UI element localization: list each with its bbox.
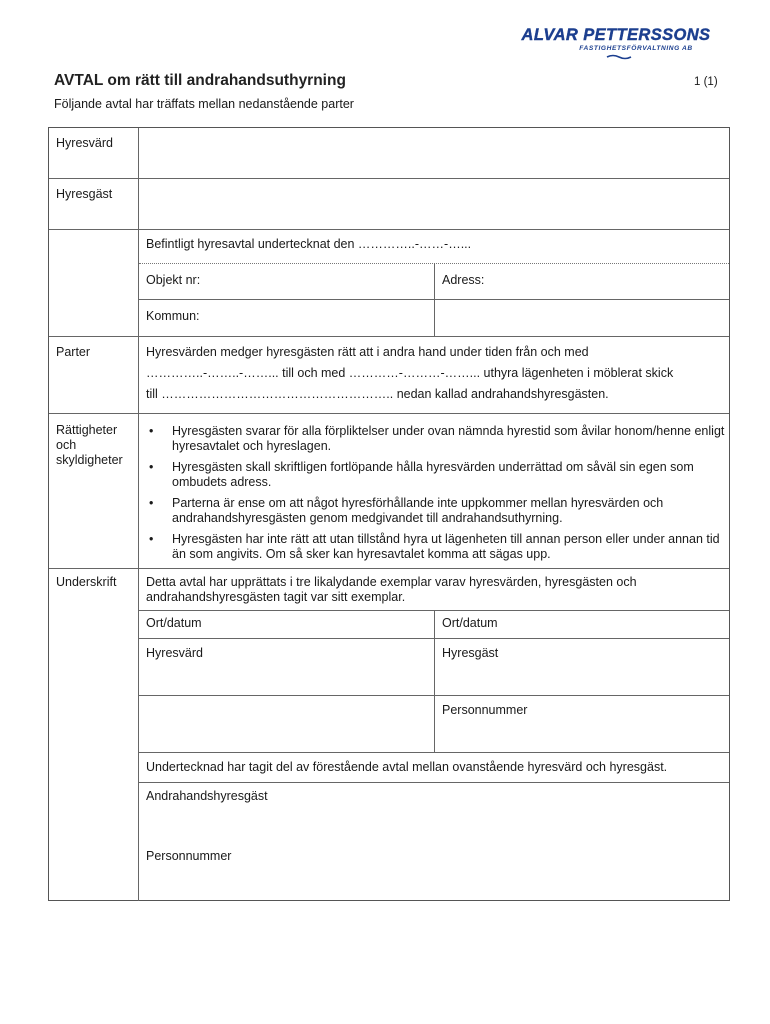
row-divider (139, 782, 729, 783)
objekt-nr-field[interactable]: Objekt nr: (146, 273, 201, 287)
parter-text-line3: till ……………………………………………….. nedan kallad andrahandshyresgästen. (146, 387, 609, 401)
row-divider (49, 229, 729, 230)
hyresgast-label: Hyresgäst (56, 187, 113, 201)
rattigheter-label (56, 423, 138, 468)
exemplar-text: Detta avtal har upprättats i tre likalydande exemplar varav hyresvärden, hyresgästen och andrahandshyresgästen tagit var sitt exemplar. (146, 575, 637, 604)
column-divider-top (138, 128, 139, 575)
document-title: AVTAL om rätt till andrahandsuthyrning (54, 72, 346, 89)
hyresvard-label: Hyresvärd (56, 136, 113, 150)
row-divider (49, 413, 729, 414)
row-divider (139, 752, 729, 753)
bullet-icon: • (149, 496, 154, 510)
bullet-icon: • (149, 424, 154, 438)
rattigheter-label-line: Rättigheter (56, 423, 118, 437)
ort-datum-left-field[interactable]: Ort/datum (146, 616, 202, 630)
rattigheter-label-line: och (56, 438, 77, 452)
row-divider (49, 178, 729, 179)
company-logo (500, 26, 732, 64)
bullet-text: Hyresgästen har inte rätt att utan tillstånd hyra ut lägenheten till annan person eller under annan tid än som angivits. Om så sker kan hyresavtalet komma att sägas upp. (172, 532, 720, 561)
bullet-icon: • (149, 460, 154, 474)
address-divider (434, 263, 435, 336)
row-divider (49, 568, 729, 569)
agreement-form (48, 127, 730, 901)
underskrift-label: Underskrift (56, 575, 117, 589)
bullet-text: Hyresgästen skall skriftligen fortlöpande hålla hyresvärden underrättad om såväl sin egen som ombudets adress. (172, 460, 694, 489)
signature-divider (434, 610, 435, 752)
bullet-icon: • (149, 532, 154, 546)
parter-text-line2: …………..-……..-……... till och med …………-………-……... uthyra lägenheten i möblerat skick (146, 366, 674, 380)
row-divider (49, 336, 729, 337)
parter-text-line1: Hyresvärden medger hyresgästen rätt att i andra hand under tiden från och med (146, 345, 589, 359)
hyresgast-signature-field[interactable]: Hyresgäst (442, 646, 499, 660)
kommun-field[interactable]: Kommun: (146, 309, 200, 323)
parter-label: Parter (56, 345, 91, 359)
personnummer-andrahand-field[interactable]: Personnummer (146, 849, 232, 863)
adress-field[interactable]: Adress: (442, 273, 485, 287)
bullet-text: Parterna är ense om att något hyresförhållande inte uppkommer mellan hyresvärden och andrahandshyresgästen genom medgivandet till andrahandsuthyrning. (172, 496, 664, 525)
logo-name: ALVAR PETTERSSONS (521, 26, 711, 44)
intro-text: Följande avtal har träffats mellan nedanstående parter (54, 97, 354, 111)
logo-wave-icon (606, 54, 632, 60)
undertecknad-text: Undertecknad har tagit del av förestående avtal mellan ovanstående hyresvärd och hyresgäst. (146, 760, 668, 774)
andrahandshyresgast-signature-field[interactable]: Andrahandshyresgäst (146, 789, 268, 803)
ort-datum-right-field[interactable]: Ort/datum (442, 616, 498, 630)
hyresvard-signature-field[interactable]: Hyresvärd (146, 646, 203, 660)
bullet-text: Hyresgästen svarar för alla förpliktelser under ovan nämnda hyrestid som åvilar honom/henne enligt hyresavtalet och hyreslagen. (172, 424, 725, 453)
rattigheter-label-line: skyldigheter (56, 453, 123, 467)
befintligt-avtal-text: Befintligt hyresavtal undertecknat den …………..-……-…... (146, 237, 472, 251)
logo-subtitle: FASTIGHETSFÖRVALTNING AB (579, 45, 693, 52)
page-number: 1 (1) (694, 76, 718, 88)
column-divider-bottom (138, 575, 139, 901)
personnummer-hyresgast-field[interactable]: Personnummer (442, 703, 528, 717)
